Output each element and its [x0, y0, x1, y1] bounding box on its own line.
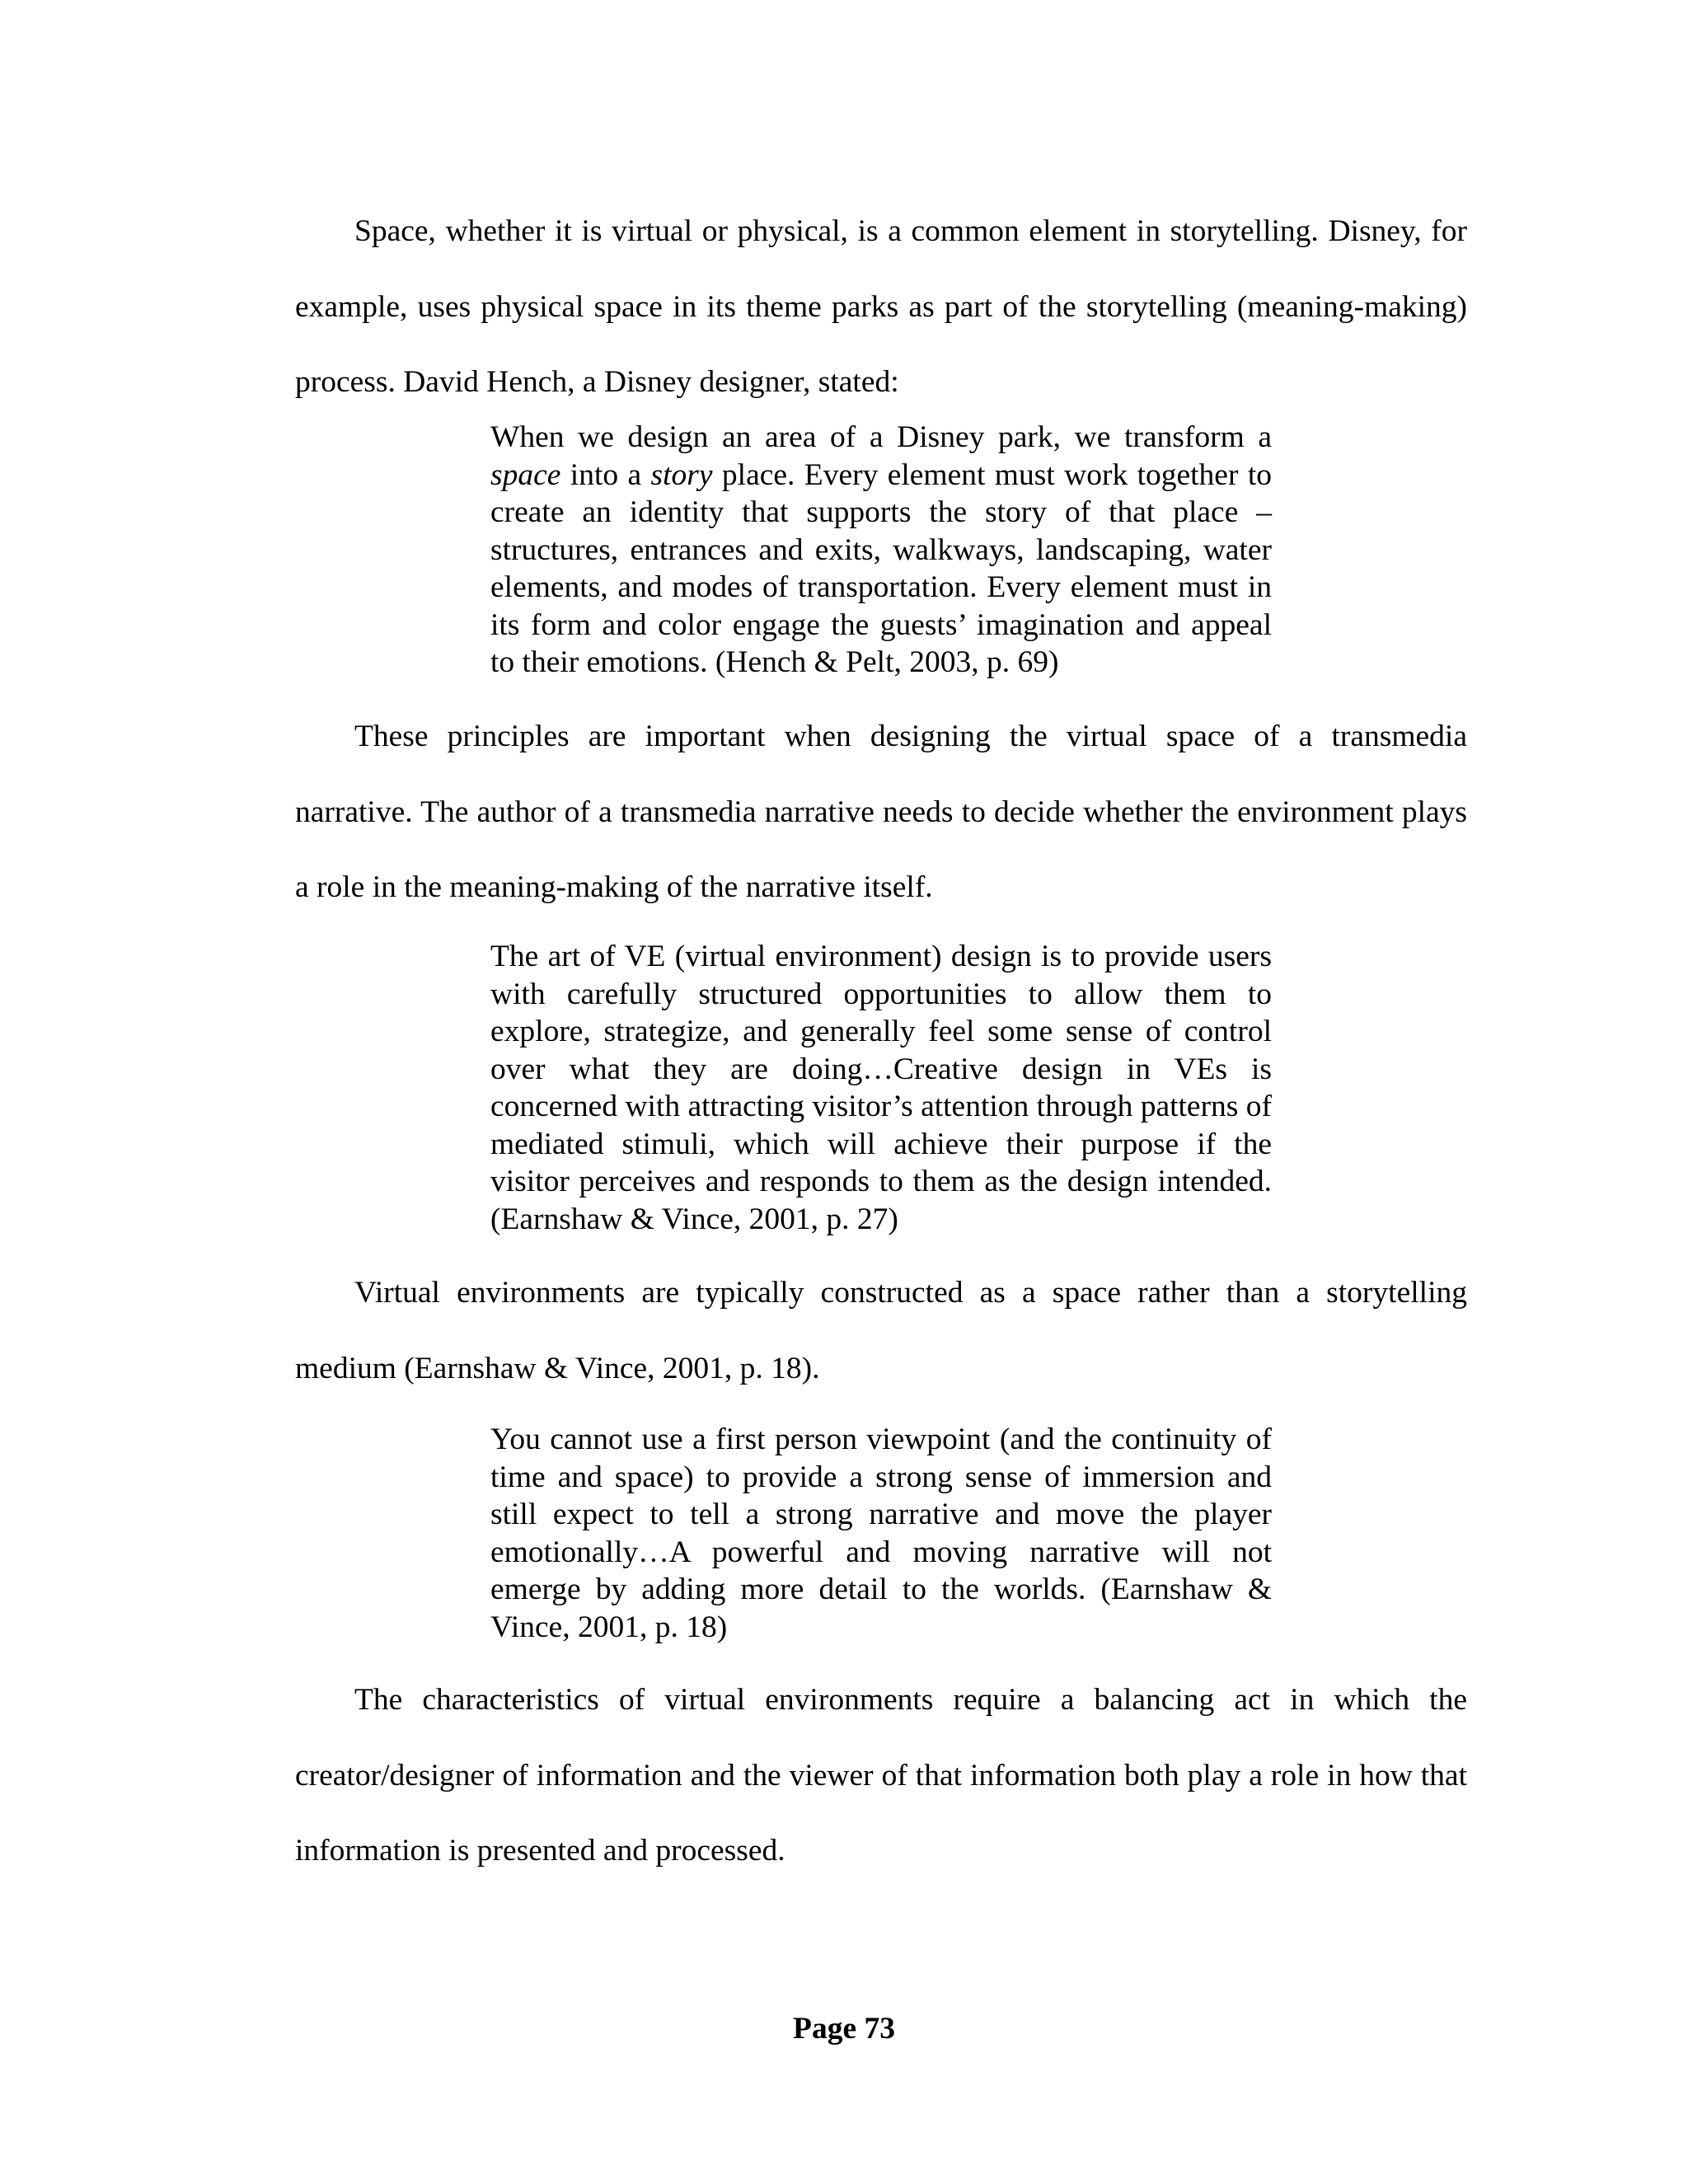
body-paragraph-2: These principles are important when designing the virtual space of a transmedia narrative. The author of a transmedia narrative needs to decide whether the environment plays a role in the meaning-making of the narrative itself.: [295, 719, 1467, 904]
quote-1-rest: place. Every element must work together to create an identity that supports the story of that place – structures, entrances and exits, walkways, landscaping, water elements, and modes of transportation. Every element must in its form and color engage the guests’ imagination and appeal to their emotions. (Hench & Pelt, 2003, p. 69): [490, 457, 1272, 679]
body-paragraph-3: Virtual environments are typically constructed as a space rather than a storytelling medium (Earnshaw & Vince, 2001, p. 18).: [295, 1276, 1467, 1385]
quote-1-italic-space: space: [490, 457, 561, 492]
block-quote-3: You cannot use a first person viewpoint (and the continuity of time and space) to provide a strong sense of immersion and still expect to tell a strong narrative and move the player emotionally…A powerful and moving narrative will not emerge by adding more detail to the worlds. (Earnshaw & Vince, 2001, p. 18): [490, 1422, 1272, 1644]
body-paragraph-1: Space, whether it is virtual or physical, is a common element in storytelling. Disney, for example, uses physical space in its theme parks as part of the storytelling (meaning-making) process. David Hench, a Disney designer, stated:: [295, 214, 1467, 399]
page-number: Page 73: [793, 2012, 895, 2046]
body-paragraph-4: The characteristics of virtual environments require a balancing act in which the creator/designer of information and the viewer of that information both play a role in how that information is presented and processed.: [295, 1683, 1467, 1868]
quote-1-italic-story: story: [650, 457, 713, 492]
quote-1-lead: When we design an area of a Disney park, we transform a: [490, 420, 1272, 454]
block-quote-1: [490, 419, 1272, 682]
block-quote-2: The art of VE (virtual environment) design is to provide users with carefully structured opportunities to allow them to explore, strategize, and generally feel some sense of control over what they are doing…Creative design in VEs is concerned with attracting visitor’s attention through patterns of mediated stimuli, which will achieve their purpose if the visitor perceives and responds to them as the design intended. (Earnshaw & Vince, 2001, p. 27): [490, 940, 1273, 1236]
quote-1-middle: into a: [560, 457, 651, 492]
